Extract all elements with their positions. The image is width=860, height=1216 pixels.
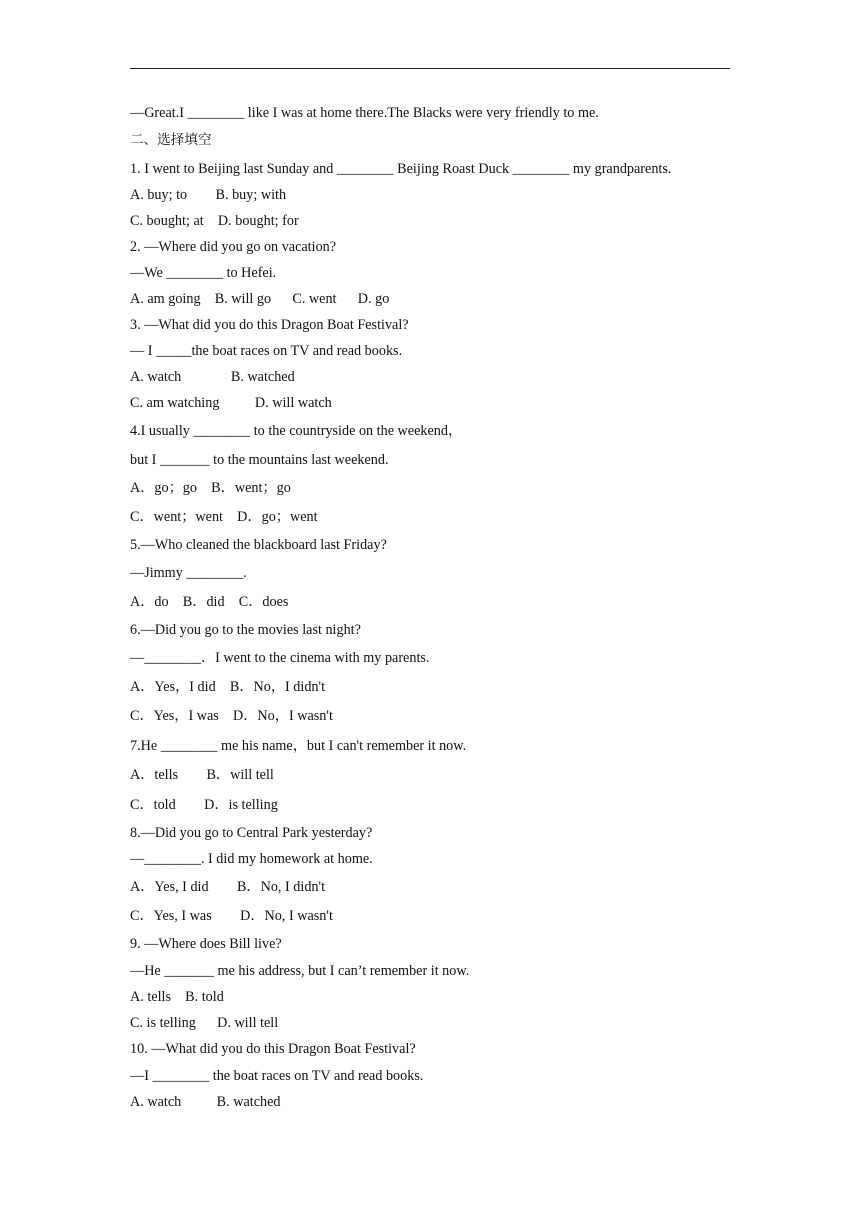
question-4-options-row-1: A．go；go B．went；go <box>130 480 291 496</box>
question-7-options-row-2: C．told D．is telling <box>130 797 278 813</box>
question-1-options-row-2: C. bought; at D. bought; for <box>130 213 299 229</box>
question-8-options-row-2: C．Yes, I was D．No, I wasn't <box>130 908 333 924</box>
question-6-stem: 6.—Did you go to the movies last night? <box>130 622 361 638</box>
question-3-options-row-1: A. watch B. watched <box>130 369 295 385</box>
question-3-stem-line-2: — I _____the boat races on TV and read books. <box>130 343 403 359</box>
question-4-stem: 4.I usually ________ to the countryside on the weekend， <box>130 423 463 439</box>
question-9-stem-line-2: —He _______ me his address, but I can’t remember it now. <box>130 963 470 979</box>
question-9-stem: 9. —Where does Bill live? <box>130 936 282 952</box>
question-3-stem: 3. —What did you do this Dragon Boat Festival? <box>130 317 409 333</box>
header-rule <box>130 68 730 69</box>
question-10-stem-line-2: —I ________ the boat races on TV and read books. <box>130 1068 424 1084</box>
question-5-stem-line-2: —Jimmy ________. <box>130 565 247 581</box>
question-5-options-row-1: A．do B．did C．does <box>130 594 289 610</box>
question-1-options-row-1: A. buy; to B. buy; with <box>130 187 287 203</box>
question-6-stem-line-2: —________．I went to the cinema with my parents. <box>130 650 430 666</box>
question-2-options-row-1: A. am going B. will go C. went D. go <box>130 291 390 307</box>
question-8-stem-line-2: —________. I did my homework at home. <box>130 851 373 867</box>
question-10-options-row-1: A. watch B. watched <box>130 1094 281 1110</box>
question-9-options-row-1: A. tells B. told <box>130 989 224 1005</box>
question-4-options-row-2: C．went；went D．go；went <box>130 509 318 525</box>
question-5-stem: 5.—Who cleaned the blackboard last Friday? <box>130 537 387 553</box>
question-6-options-row-2: C．Yes，I was D．No，I wasn't <box>130 708 333 724</box>
question-8-options-row-1: A．Yes, I did B．No, I didn't <box>130 879 326 895</box>
question-10-stem: 10. —What did you do this Dragon Boat Festival? <box>130 1041 416 1057</box>
question-9-options-row-2: C. is telling D. will tell <box>130 1015 279 1031</box>
question-1-stem: 1. I went to Beijing last Sunday and ________ Beijing Roast Duck ________ my grandparents. <box>130 161 672 177</box>
section-title: 二、选择填空 <box>130 132 212 148</box>
question-6-options-row-1: A．Yes，I did B．No，I didn't <box>130 679 326 695</box>
question-7-options-row-1: A．tells B．will tell <box>130 767 274 783</box>
question-2-stem: 2. —Where did you go on vacation? <box>130 239 337 255</box>
question-2-stem-line-2: —We ________ to Hefei. <box>130 265 277 281</box>
question-4-stem-line-2: but I _______ to the mountains last weekend. <box>130 452 389 468</box>
question-7-stem: 7.He ________ me his name，but I can't remember it now. <box>130 738 467 754</box>
intro-line: —Great.I ________ like I was at home there.The Blacks were very friendly to me. <box>130 105 599 121</box>
question-3-options-row-2: C. am watching D. will watch <box>130 395 332 411</box>
question-8-stem: 8.—Did you go to Central Park yesterday? <box>130 825 373 841</box>
